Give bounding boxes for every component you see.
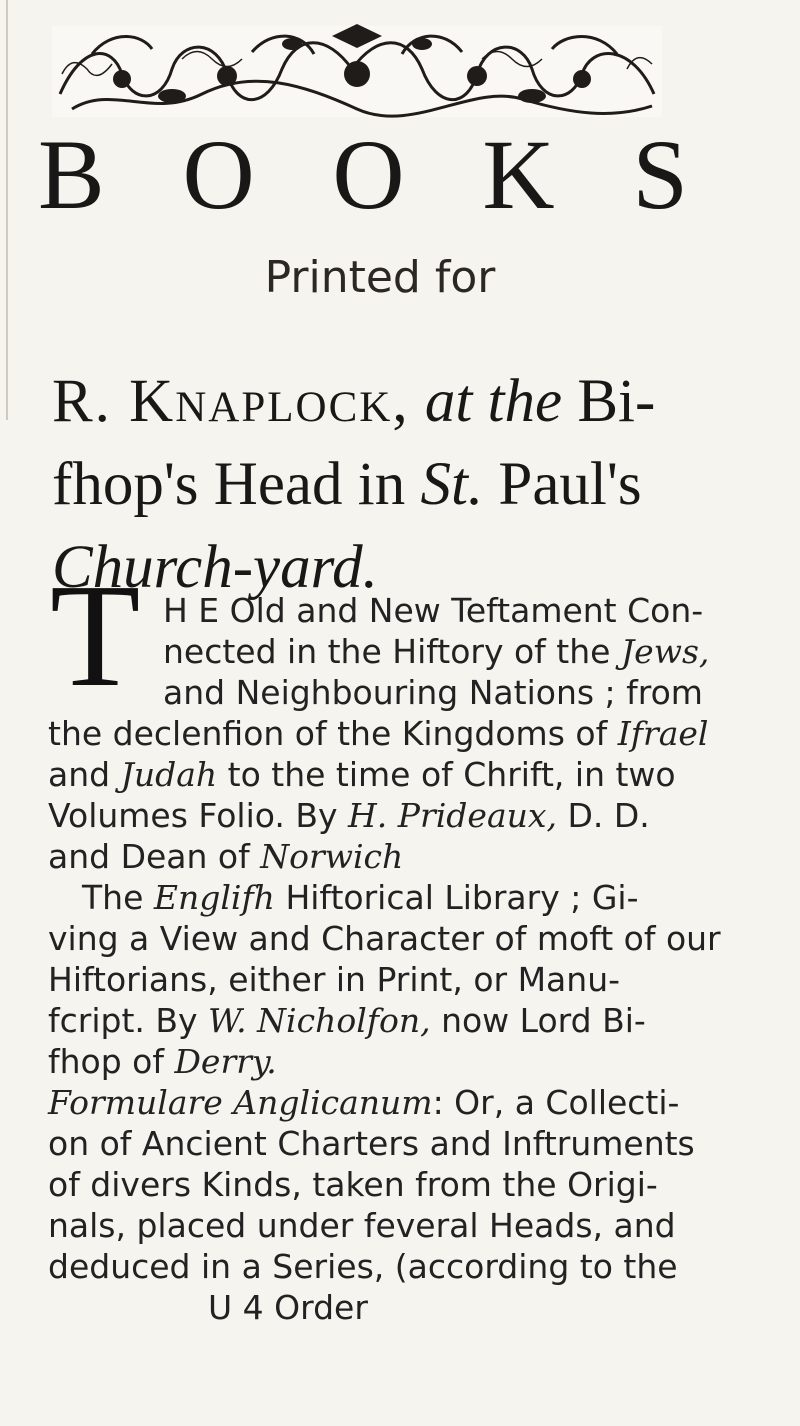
imprint-bi: Bi- <box>577 368 656 435</box>
imprint-pauls: Paul's <box>498 451 642 518</box>
signature-line <box>48 1287 753 1328</box>
title-books <box>38 119 688 230</box>
text-line: and Neighbouring Nations ; from <box>163 673 703 712</box>
text-line: H E Old and New Teftament Con- <box>163 591 704 630</box>
text-line: Formulare Anglicanum: Or, a Collecti- <box>48 1083 680 1122</box>
title-letter: O <box>332 119 405 230</box>
imprint <box>52 360 752 609</box>
text-line: nals, placed under feveral Heads, and <box>48 1206 676 1245</box>
ornament-headpiece <box>52 24 662 119</box>
text-line: nected in the Hiftory of the Jews, <box>163 632 710 671</box>
title-letter: K <box>482 119 555 230</box>
imprint-st: St. <box>420 451 484 518</box>
text-line: fhop of Derry. <box>48 1042 277 1081</box>
book-list <box>48 590 753 1328</box>
text-line: Volumes Folio. By H. Prideaux, D. D. <box>48 796 650 835</box>
catchword: Order <box>274 1288 368 1327</box>
text-line: fcript. By W. Nicholfon, now Lord Bi- <box>48 1001 646 1040</box>
title-letter: B <box>38 119 105 230</box>
title-letter: S <box>632 119 688 230</box>
title-letter: O <box>182 119 255 230</box>
text-line: and Judah to the time of Chrift, in two <box>48 755 676 794</box>
page-edge <box>6 0 8 420</box>
bookseller-name: R. Knaplock, <box>52 368 410 435</box>
text-line: The Englifh Hiftorical Library ; Gi- <box>82 878 639 917</box>
text-line: on of Ancient Charters and Inftruments <box>48 1124 695 1163</box>
imprint-bishops-head: fhop's Head in <box>52 451 406 518</box>
text-line: Hiftorians, either in Print, or Manu- <box>48 960 621 999</box>
text-line: and Dean of Norwich <box>48 837 404 876</box>
drop-cap: T <box>50 554 141 718</box>
signature-mark: U 4 <box>208 1288 264 1327</box>
text-line: ving a View and Character of moft of our <box>48 919 721 958</box>
imprint-at: at the <box>424 368 563 435</box>
printed-for: Printed for <box>264 252 496 303</box>
imprint-churchyard: Church-yard. <box>52 534 378 601</box>
text-line: the declenfion of the Kingdoms of Ifrael <box>48 714 709 753</box>
text-line: deduced in a Series, (according to the <box>48 1247 678 1286</box>
text-line: of divers Kinds, taken from the Origi- <box>48 1165 658 1204</box>
